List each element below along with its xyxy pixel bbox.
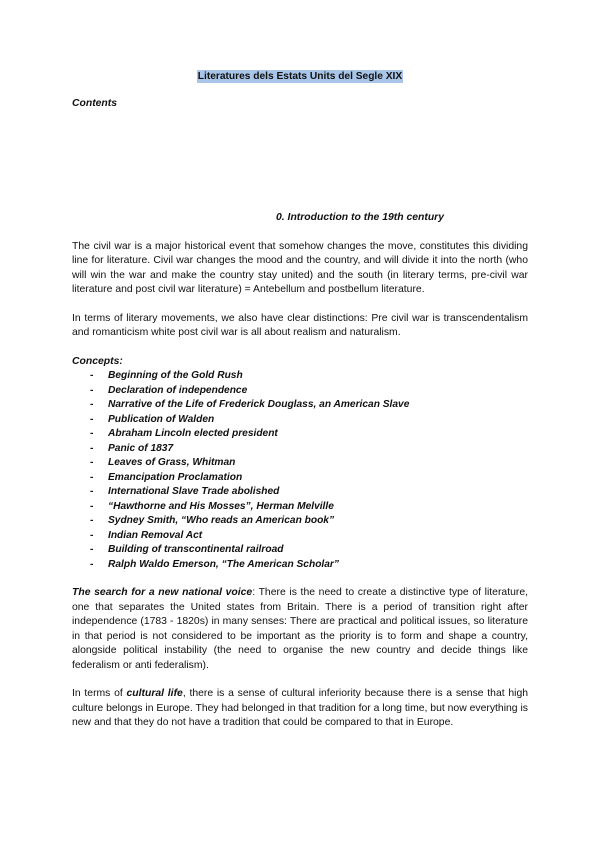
list-item-text: Narrative of the Life of Frederick Douglass, an American Slave: [108, 399, 410, 410]
document-page: [72, 60, 528, 745]
list-item: [72, 442, 528, 457]
list-item-text: Indian Removal Act: [108, 529, 203, 541]
bullet-dash: -: [90, 442, 94, 454]
list-item: [72, 529, 528, 544]
list-item-text: Sydney Smith, “Who reads an American book”: [108, 515, 335, 526]
bullet-dash: -: [90, 471, 94, 483]
list-item-text: International Slave Trade abolished: [108, 486, 280, 497]
bullet-dash: -: [90, 515, 94, 526]
list-item: [72, 543, 528, 558]
list-item-text: Abraham Lincoln elected president: [108, 428, 278, 439]
list-item: [72, 398, 528, 413]
list-item: [72, 456, 528, 471]
list-item-text: Publication of Walden: [108, 413, 215, 425]
paragraph-cultural-life: [72, 687, 528, 731]
cultural-life-intro: In terms of: [72, 688, 127, 699]
bullet-dash: -: [90, 370, 94, 381]
contents-label: Contents: [72, 97, 118, 109]
list-item: [72, 471, 528, 486]
list-item: [72, 514, 528, 529]
list-item: [72, 384, 528, 399]
list-item: [72, 485, 528, 500]
bullet-dash: -: [90, 428, 94, 439]
list-item: [72, 558, 528, 573]
list-item-text: Panic of 1837: [108, 442, 174, 454]
bullet-dash: -: [90, 384, 94, 396]
bullet-dash: -: [90, 399, 94, 410]
bullet-dash: -: [90, 413, 94, 425]
cultural-life-emphasis: cultural life: [126, 688, 183, 699]
bullet-dash: -: [90, 558, 94, 570]
bullet-dash: -: [90, 486, 94, 497]
list-item-text: Beginning of the Gold Rush: [108, 370, 243, 381]
title-block: [72, 70, 528, 85]
bullet-dash: -: [90, 457, 94, 468]
list-item-text: Ralph Waldo Emerson, “The American Scholar”: [108, 558, 339, 570]
list-item-text: Declaration of independence: [108, 384, 248, 396]
bullet-dash: -: [90, 544, 94, 555]
national-voice-text: : There is the need to create a distinctive type of literature, one that separates the United states from Britain. There is a period of transition right after independence (1783 - 1820s) in many senses: There are practical and political issues, so literature in that period is not considered to be important as the priority is to form and shape a country, alongside political instability (the need to organise the new country and decide things like federalism or anti federalism).: [72, 587, 528, 671]
concepts-list: [72, 369, 528, 572]
section-heading: 0. Introduction to the 19th century: [276, 212, 444, 223]
document-title: Literatures dels Estats Units del Segle XIX: [197, 71, 403, 82]
list-item-text: Building of transcontinental railroad: [108, 544, 284, 555]
bullet-dash: -: [90, 529, 94, 541]
paragraph-national-voice: [72, 586, 528, 673]
contents-spacer: [72, 111, 528, 211]
concepts-label: Concepts:: [72, 355, 123, 367]
national-voice-emphasis: The search for a new national voice: [72, 587, 253, 598]
paragraph-literary-movements: In terms of literary movements, we also have clear distinctions: Pre civil war is transcendentalism and romanticism white post civil war is all about realism and naturalism.: [72, 312, 528, 338]
list-item: [72, 500, 528, 515]
paragraph-civil-war: The civil war is a major historical event that somehow changes the move, constitutes this dividing line for literature. Civil war changes the mood and the country, and will divide it into the north (who will win the war and make the country stay united) and the south (in literary terms, pre-civil war literature and post civil war literature) = Antebellum and postbellum literature.: [72, 240, 528, 295]
list-item: [72, 413, 528, 428]
bullet-dash: -: [90, 500, 94, 512]
list-item-text: Leaves of Grass, Whitman: [108, 457, 236, 468]
list-item-text: “Hawthorne and His Mosses”, Herman Melville: [108, 500, 334, 512]
list-item-text: Emancipation Proclamation: [108, 471, 243, 483]
cultural-life-text: , there is a sense of cultural inferiority because there is a sense that high culture belongs in Europe. They had belonged in that tradition for a long time, but now everything is new and that they do not have a tradition that could be compared to that in Europe.: [72, 688, 528, 728]
list-item: [72, 369, 528, 384]
list-item: [72, 427, 528, 442]
